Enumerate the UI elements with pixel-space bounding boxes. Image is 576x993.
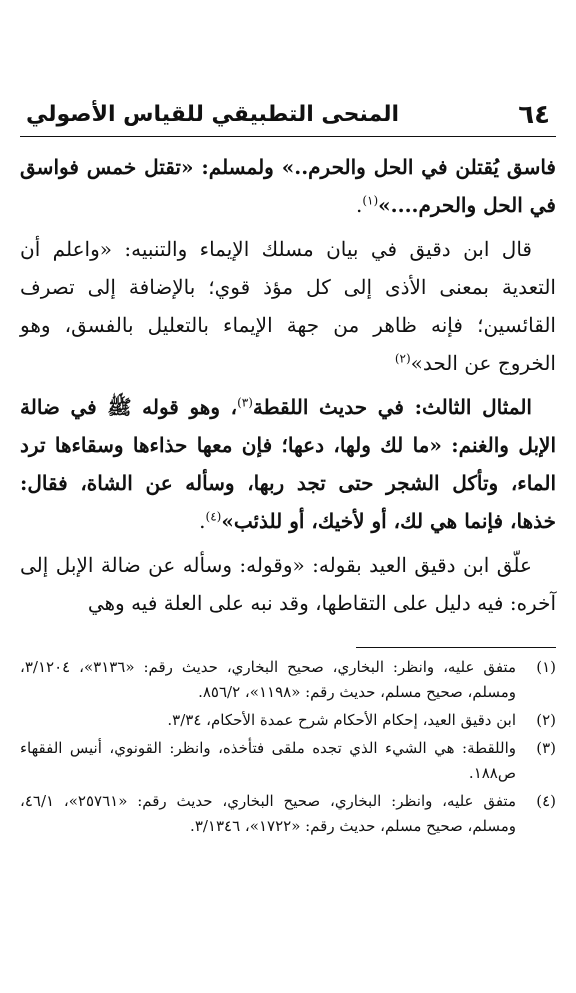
footnote-divider [356, 647, 556, 648]
footnote-ref-1: (١) [362, 193, 379, 208]
paragraph-3-end: . [199, 509, 206, 533]
paragraph-4 [20, 546, 556, 622]
footnote-text: متفق عليه، وانظر: البخاري، صحيح البخاري، حديث رقم: «٢٥٧٦١»، ٤٦/١، ومسلم، صحيح مسلم، حديث رقم: «١٧٢٢»، ٣/١٣٤٦. [20, 792, 516, 835]
footnote-text: واللقطة: هي الشيء الذي تجده ملقى فتأخذه، وانظر: القونوي، أنيس الفقهاء ص١٨٨. [20, 739, 516, 782]
paragraph-4-text: علّق ابن دقيق العيد بقوله: «وقوله: وسأله عن ضالة الإبل إلى آخره: فيه دليل على التقاطها، وقد نبه على العلة فيه وهي [20, 553, 556, 615]
footnote-text: متفق عليه، وانظر: البخاري، صحيح البخاري، حديث رقم: «٣١٣٦»، ٣/١٢٠٤، ومسلم، صحيح مسلم، حديث رقم: «١١٩٨»، ٨٥٦/٢. [20, 658, 516, 701]
paragraph-3 [20, 388, 556, 540]
paragraph-2-text: قال ابن دقيق في بيان مسلك الإيماء والتنبيه: «واعلم أن التعدية بمعنى الأذى إلى كل مؤذ قوي؛ بالإضافة إلى تصرف القائسين؛ فإنه ظاهر من جهة الإيماء بالتعليل بالفسق، وهو الخروج عن الحد» [20, 237, 556, 375]
page-number: ٦٤ [518, 100, 550, 130]
footnote-ref-3: (٣) [237, 395, 253, 410]
footnote-text: ابن دقيق العيد، إحكام الأحكام شرح عمدة الأحكام، ٣/٣٤. [167, 711, 516, 729]
footnote-3 [20, 736, 556, 786]
paragraph-3-text: ، وهو قوله ﷺ في ضالة الإبل والغنم: «ما لك ولها، دعها؛ فإن معها حذاءها وسقاءها ترد الماء، وتأكل الشجر حتى تجد ربها، وسأله عن الشاة، فقال: خذها، فإنما هي لك، أو لأخيك، أو للذئب» [20, 395, 556, 533]
running-title: المنحى التطبيقي للقياس الأصولي [26, 102, 400, 127]
footnote-ref-4: (٤) [205, 509, 222, 524]
paragraph-1-end: . [355, 193, 363, 217]
paragraph-1-text: فاسق يُقتلن في الحل والحرم..» ولمسلم: «تقتل خمس فواسق في الحل والحرم....» [20, 155, 556, 217]
footnote-number: (١) [536, 658, 556, 676]
paragraph-3-lead: المثال الثالث: في حديث اللقطة [252, 395, 532, 419]
paragraph-1 [20, 148, 556, 224]
footnote-number: (٢) [536, 711, 556, 729]
footnote-number: (٤) [536, 792, 556, 810]
footnote-ref-2: (٢) [394, 351, 411, 366]
paragraph-2 [20, 230, 556, 382]
footnotes [20, 655, 556, 842]
main-text [20, 148, 556, 628]
footnote-1 [20, 655, 556, 705]
footnote-number: (٣) [536, 739, 556, 757]
running-header [20, 96, 556, 137]
footnote-4 [20, 789, 556, 839]
footnote-2 [20, 708, 556, 733]
